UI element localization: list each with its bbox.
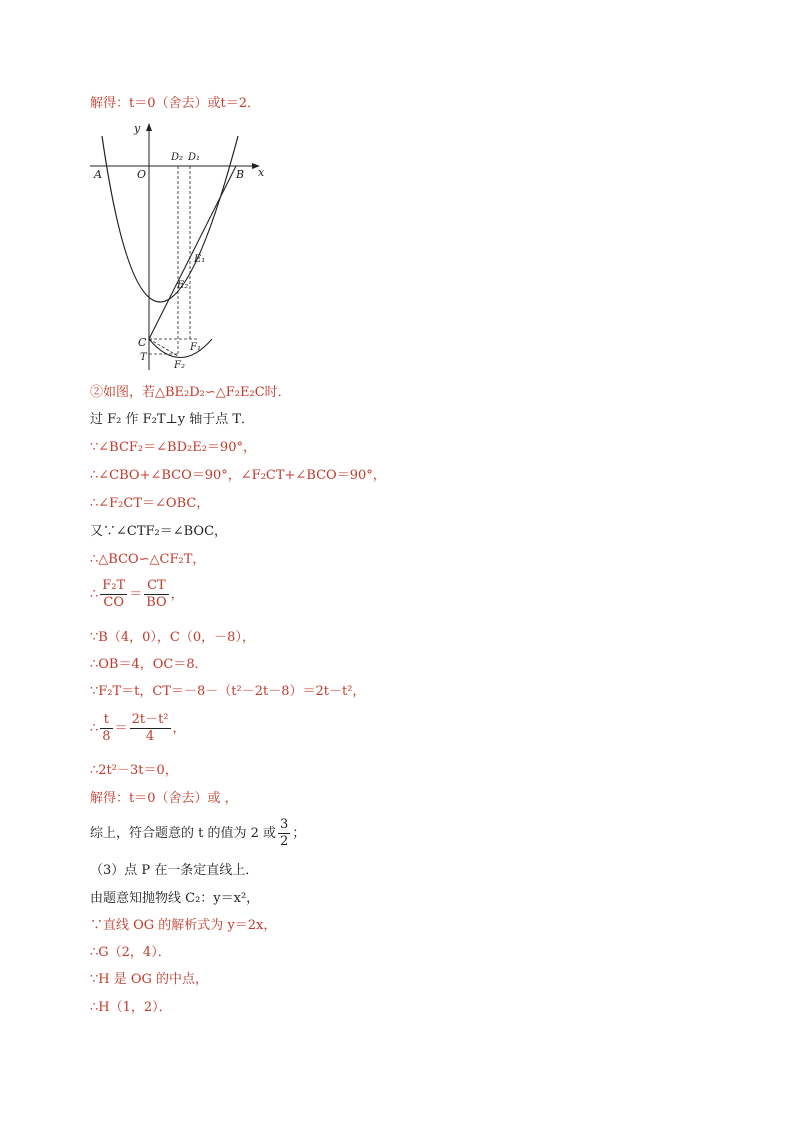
label-d2: D₂: [171, 152, 184, 163]
frac3-den: 8: [102, 729, 111, 744]
dashed-c-f2: [149, 339, 178, 356]
text-line-7: 又∵∠CTF₂＝∠BOC，: [90, 524, 228, 539]
text-line-12: ∵F₂T＝t，CT＝－8－（t²－2t－8）＝2t－t²，: [90, 684, 366, 699]
frac4-den: 4: [145, 729, 155, 744]
text-line-3: 过 F₂ 作 F₂T⊥y 轴于点 T．: [90, 412, 255, 427]
text-line-13-fraction: ∴ $\frac{t}{8}$ ＝ $\frac{\text{2t－t²}}{4}$ ，: [90, 712, 186, 744]
text-line-15: 解得：t＝0（舍去）或 ，: [90, 791, 238, 806]
text-line-10: ∵B（4，0），C（0，－8），: [90, 630, 255, 645]
text-line-16: 综上，符合题意的 t 的值为 2 或 $\frac{3}{2}$ ；: [90, 817, 306, 849]
label-y: y: [134, 122, 141, 135]
text-line-19: ∵直线 OG 的解析式为 y＝2x，: [90, 918, 277, 933]
text-line-22: ∴H（1，2）．: [90, 1000, 172, 1015]
frac3-num: t: [100, 712, 112, 729]
text-line-1: 解得：t＝0（舍去）或t＝2．: [90, 96, 260, 111]
text-line-9-fraction: ∴ $\frac{\text{F₂T}}{CO}$ ＝ $\frac{CT}{BO}$ ，: [90, 578, 184, 610]
parabola-figure: [88, 118, 268, 376]
parabola-c1: [102, 136, 238, 302]
text-line-6: ∴∠F₂CT＝∠OBC，: [90, 496, 210, 511]
text-line-11: ∴OB＝4，OC＝8．: [90, 657, 208, 672]
text-line-17: （3）点 P 在一条定直线上．: [90, 863, 259, 878]
text-line-4: ∵∠BCF₂＝∠BD₂E₂＝90°，: [90, 440, 256, 455]
text-line-14: ∴2t²－3t＝0，: [90, 763, 178, 778]
frac2-den: BO: [146, 595, 167, 610]
frac5-den: 2: [280, 834, 289, 849]
label-e1: E₁: [194, 254, 206, 265]
label-c: C: [138, 336, 147, 349]
parabola-small: [149, 339, 212, 358]
frac1-num: F₂T: [102, 578, 126, 593]
label-o: O: [137, 168, 147, 181]
frac1-den: CO: [103, 595, 125, 610]
label-f2: F₂: [174, 360, 185, 371]
label-t: T: [140, 352, 147, 363]
text-line-8: ∴△BCO∽△CF₂T，: [90, 552, 206, 567]
label-d1: D₁: [188, 152, 201, 163]
text-line-21: ∵H 是 OG 的中点，: [90, 972, 209, 987]
label-f1: F₁: [190, 342, 201, 353]
text-line-20: ∴G（2，4）．: [90, 945, 171, 960]
text-line-2: ②如图，若△BE₂D₂∽△F₂E₂C时．: [90, 385, 291, 400]
label-a: A: [94, 168, 102, 181]
label-e2: E₂: [177, 280, 189, 291]
text-line-18: 由题意知抛物线 C₂：y＝x²，: [90, 891, 260, 906]
label-b: B: [236, 168, 245, 181]
y-axis-arrow: [146, 123, 152, 131]
frac5-num: 3: [280, 817, 289, 832]
text-line-5: ∴∠CBO+∠BCO＝90°，∠F₂CT+∠BCO＝90°，: [90, 468, 386, 483]
label-x: x: [258, 166, 265, 179]
frac4-num: 2t－t²: [131, 712, 169, 727]
line-bc: [149, 166, 236, 339]
frac2-num: CT: [144, 578, 168, 595]
